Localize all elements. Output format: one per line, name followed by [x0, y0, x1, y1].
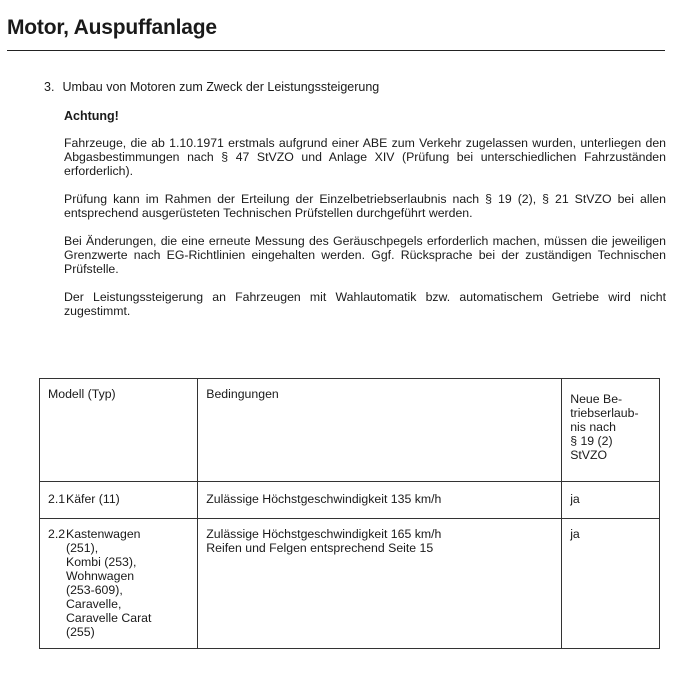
model-line: Käfer (11) — [66, 492, 120, 506]
header-new-permit — [562, 379, 660, 482]
permit-cell: ja — [562, 519, 660, 649]
header-conditions: Bedingungen — [198, 379, 562, 482]
warning-block — [64, 109, 666, 332]
condition-line: Reifen und Felgen entsprechend Seite 15 — [206, 541, 434, 555]
table-header-row — [40, 379, 660, 482]
row-number: 2.2 — [48, 527, 66, 541]
condition-line: Zulässige Höchstgeschwindigkeit 135 km/h — [206, 492, 442, 506]
paragraph-automatic-transmission: Der Leistungssteigerung an Fahrzeugen mit Wahlautomatik bzw. automatischem Getriebe wird nicht zugestimmt. — [64, 290, 666, 318]
condition-line: Zulässige Höchstgeschwindigkeit 165 km/h — [206, 527, 442, 541]
conditions-table — [39, 378, 660, 649]
paragraph-noise-level: Bei Änderungen, die eine erneute Messung des Geräuschpegels erforderlich machen, müssen die jeweiligen Grenzwerte nach EG-Richtlinien eingehalten werden. Ggf. Rücksprache bei der zuständigen Technischen Prüfstelle. — [64, 234, 666, 276]
section-title: Umbau von Motoren zum Zweck der Leistungssteigerung — [62, 80, 380, 94]
warning-title: Achtung! — [64, 109, 119, 123]
header-model: Modell (Typ) — [40, 379, 198, 482]
table-row — [40, 519, 660, 649]
header-permit-line: § 19 (2) — [570, 434, 613, 448]
paragraph-inspection: Prüfung kann im Rahmen der Erteilung der Einzelbetriebserlaubnis nach § 19 (2), § 21 StVZO bei allen entsprechend ausgerüsteten Technischen Prüfstellen durchgeführt werden. — [64, 192, 666, 220]
model-cell — [40, 519, 198, 649]
conditions-cell — [198, 482, 562, 519]
model-line: (255) — [66, 625, 95, 639]
model-line: Caravelle, — [66, 597, 122, 611]
header-permit-line: nis nach — [570, 420, 616, 434]
model-line: Caravelle Carat — [66, 611, 152, 625]
paragraph-abe-emissions: Fahrzeuge, die ab 1.10.1971 erstmals aufgrund einer ABE zum Verkehr zugelassen wurden, unterliegen den Abgasbestimmungen nach § 47 StVZO und Anlage XIV (Prüfung bei unterschiedlichen Fahrzuständen erforderlich). — [64, 136, 666, 178]
model-line: (253-609), — [66, 583, 123, 597]
header-divider — [7, 50, 665, 51]
section-number: 3. — [44, 80, 55, 94]
permit-cell: ja — [562, 482, 660, 519]
page-title: Motor, Auspuffanlage — [7, 16, 217, 39]
header-permit-line: StVZO — [570, 448, 608, 462]
table-row — [40, 482, 660, 519]
header-permit-line: triebserlaub- — [570, 406, 639, 420]
model-line: Kastenwagen — [66, 527, 141, 541]
row-number: 2.1 — [48, 492, 66, 506]
conditions-cell — [198, 519, 562, 649]
model-cell — [40, 482, 198, 519]
model-line: (251), — [66, 541, 99, 555]
model-line: Wohnwagen — [66, 569, 135, 583]
section-heading — [44, 80, 379, 94]
header-permit-line: Neue Be- — [570, 392, 623, 406]
model-line: Kombi (253), — [66, 555, 137, 569]
